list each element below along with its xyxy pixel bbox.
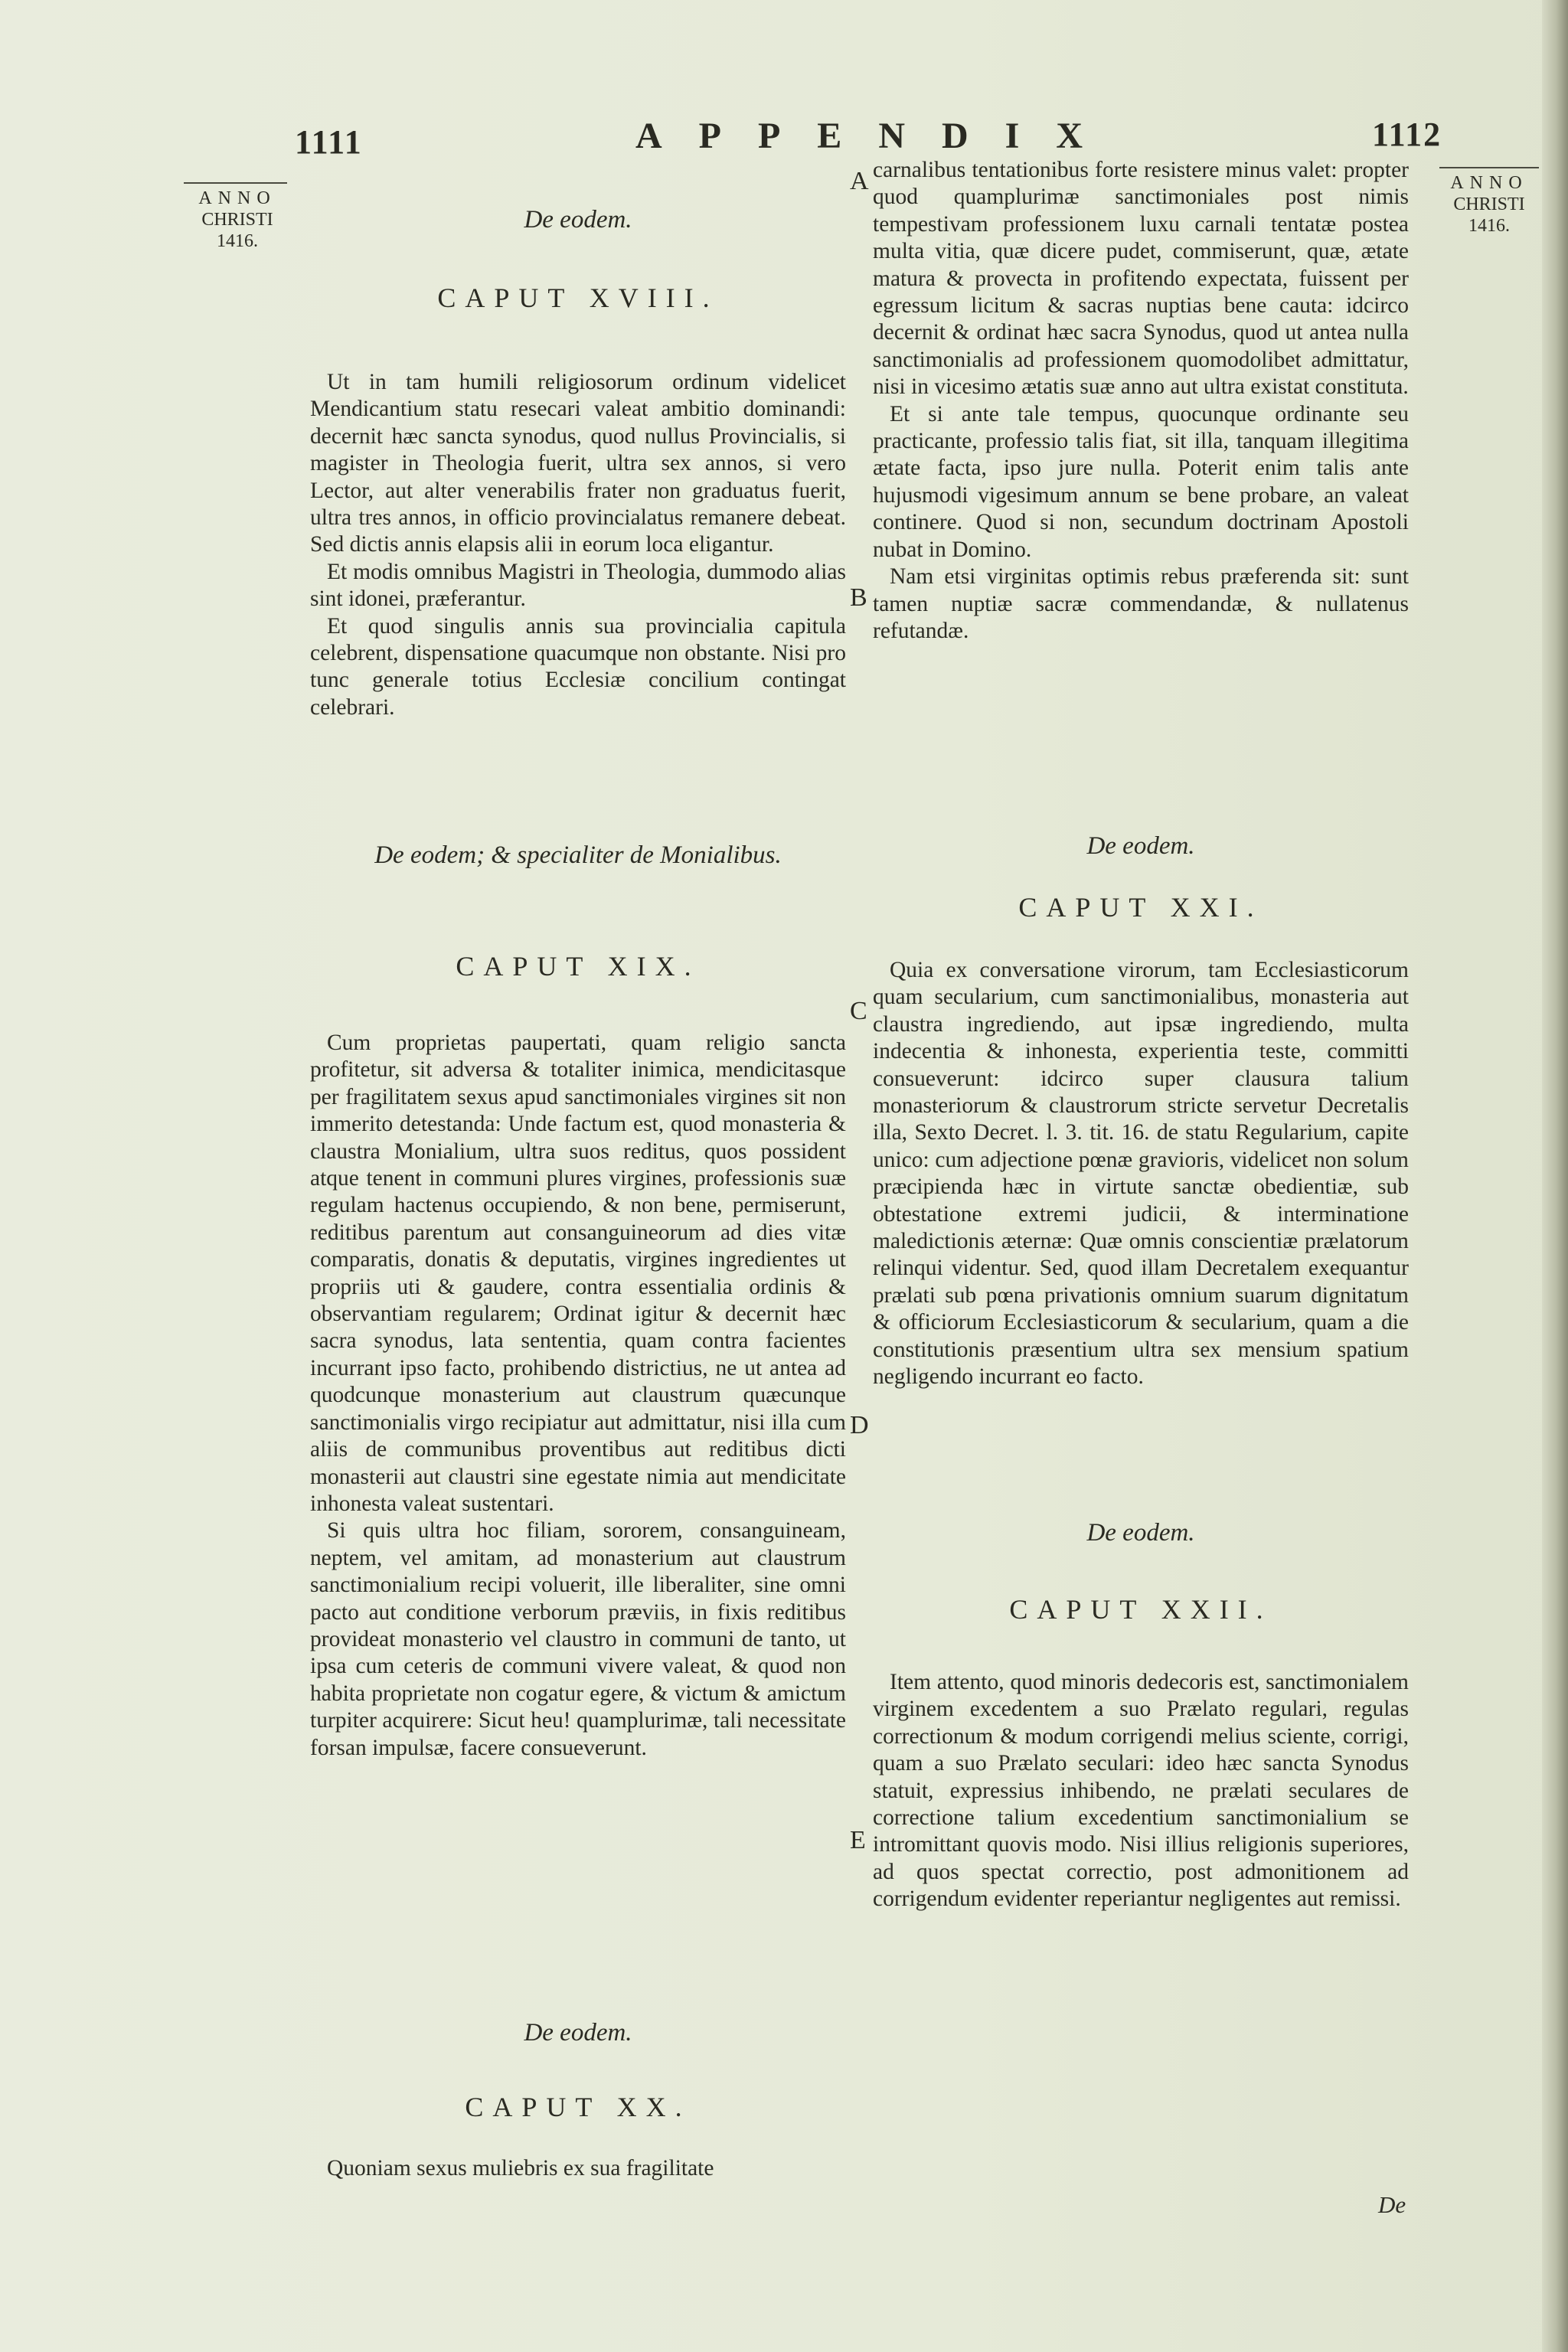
heading-de-eodem-19: [310, 842, 846, 869]
christi-label: CHRISTI: [1453, 194, 1525, 214]
section-heading: De eodem.: [524, 206, 632, 234]
chapter-title: CAPUT XXI.: [1018, 892, 1263, 923]
heading-de-eodem-22: [873, 1520, 1409, 1547]
paragraph: Et si ante tale tempus, quocunque ordinante seu practicante, professio talis fiat, sit illa, tanquam illegitima ætate facta, ipso jure nulla. Poterit enim talis ante hujusmodi vigesimum annum se bene probare, an valeat continere. Quod si non, secundum doctrinam Apostoli nubat in Domino.: [873, 401, 1409, 562]
section-heading: De eodem; & specialiter de Monialibus.: [374, 841, 782, 869]
paragraph: Nam etsi virginitas optimis rebus præferenda sit: sunt tamen nuptiæ sacræ commendandæ, & nullatenus refutandæ.: [873, 564, 1409, 643]
caput-20-text-start: [310, 2155, 846, 2182]
anno-christi-right: [1439, 172, 1539, 237]
chapter-title: CAPUT XIX.: [456, 951, 701, 982]
paragraph: Et quod singulis annis sua provincialia capitula celebrent, dispensatione quacumque non obstante. Nisi pro tunc generale totius Ecclesiæ concilium contingat celebrari.: [310, 613, 846, 720]
anno-rule-left: [184, 182, 287, 184]
running-title: APPENDIX: [635, 116, 1119, 156]
paragraph: Et modis omnibus Magistri in Theologia, dummodo alias sint idonei, præferantur.: [310, 559, 846, 612]
caput-18-title: [310, 285, 846, 312]
margin-letter-a: A: [850, 167, 869, 195]
paragraph: Quoniam sexus muliebris ex sua fragilitate: [327, 2156, 714, 2180]
heading-de-eodem-20: [310, 2020, 846, 2047]
paragraph: carnalibus tentationibus forte resistere minus valet: propter quod quamplurimæ sanctimoniales post nimis tempestivam professionem luxu carnali tentatæ postea multa vitia, quæ dicere pudet, commiserunt, quæ, ætate matura & provecta in profitendo expectata, fuissent per egressum licitum & sacras nuptias bene cauta: idcirco decernit & ordinat hæc sacra Synodus, quod ut antea nulla sanctimonialis ad professionem quomodolibet admittatur, nisi in vicesimo ætatis suæ anno aut ultra existat constituta.: [873, 158, 1409, 400]
anno-label: ANNO: [198, 188, 276, 208]
anno-year: 1416.: [217, 231, 258, 251]
caput-19-text: [310, 1030, 846, 1762]
margin-letter-e: E: [850, 1826, 866, 1854]
margin-letter-d: D: [850, 1411, 869, 1439]
caput-18-text: [310, 369, 846, 721]
paragraph: Item attento, quod minoris dedecoris est, sanctimonialem virginem excedentem a suo Prælato regulari, regulas correctionum & modum corrigendi melius sciente, corrigi, quam a suo Prælato seculari: ideo hæc sancta Synodus statuit, expressius inhibendo, ne prælati seculares de correctione talium excedentium sanctimonialium se intromittant quovis modo. Nisi illius religionis superiores, ad quos spectat correctio, post admonitionem ad corrigendum evidenter reperiantur negligentes aut remissi.: [873, 1670, 1409, 1912]
paragraph: Quia ex conversatione virorum, tam Ecclesiasticorum quam secularium, cum sanctimonialibus, monasteria aut claustra ingrediendo, aut ipsæ ingrediendo, multa indecentia & inhonesta, experientia teste, committi consueverunt: idcirco super clausura talium monasteriorum & claustrorum stricte servetur Decretalis illa, Sexto Decret. l. 3. tit. 16. de statu Regularium, capite unico: cum adjectione pœnæ gravioris, videlicet non solum præcipienda hæc in virtute sanctæ obedientiæ, sub obtestatione extremi judicii, & interminatione maledictionis æternæ: Quæ omnis conscientiæ prælatorum relinqui videntur. Sed, quod illam Decretalem exequantur prælati sub pœna privationis omnium suarum dignitatum & officiorum Ecclesiasticorum & secularium, quam a die constitutionis præsentium ultra sex mensium spatium negligendo incurrant eo facto.: [873, 958, 1409, 1390]
paragraph: Si quis ultra hoc filiam, sororem, consanguineam, neptem, vel amitam, ad monasterium aut claustrum sanctimonialium recipi voluerit, ille liberaliter, sine omni pacto aut conditione verborum præviis, in fixis reditibus provideat monasterio vel claustro in communi de tanto, ut ipsa cum ceteris de communi vivere valeat, & quod non habita proprietate non cogatur egere, & victum & amictum turpiter acquirere: Sicut heu! quamplurimæ, tali necessitate forsan impulsæ, facere consueverunt.: [310, 1518, 846, 1760]
paragraph: Cum proprietas paupertati, quam religio sancta profitetur, sit adversa & totaliter inimica, mendicitasque per fragilitatem sexus apud sanctimoniales virgines sit non immerito detestanda: Unde factum est, quod monasteria & claustra Monialium, ultra suos reditus, quos possident atque tenent in communi plures virgines, professionis suæ regulam hactenus occupiendo, & non bene, permiserunt, reditibus parentum aut consanguineorum ad dies vitæ comparatis, donatis & deputatis, virgines ingredientes ut propriis uti & gaudere, contra essentialia ordinis & observantiam regularem; Ordinat igitur & decernit hæc sacra synodus, lata sententia, quam contra facientes incurrant ipso facto, prohibendo districtius, ne ut antea ad quodcunque monasterium aut claustrum quæcunque sanctimonialis virgo recipiatur aut admittatur, nisi illa cum aliis de communibus proventibus aut reditibus dicti monasterii aut claustri sine egestate nimia aut mendicitate inhonesta valeat sustentari.: [310, 1031, 846, 1516]
chapter-title: CAPUT XXII.: [1009, 1594, 1272, 1625]
page-number-left: 1111: [295, 123, 363, 161]
anno-label: ANNO: [1450, 173, 1528, 193]
chapter-title: CAPUT XX.: [465, 2092, 691, 2122]
caput-20-text-continued: [873, 157, 1409, 645]
caput-21-text: [873, 957, 1409, 1391]
section-heading: De eodem.: [1086, 832, 1195, 860]
catchword: De: [1378, 2191, 1406, 2218]
caput-22-title: [873, 1596, 1409, 1623]
margin-letter-b: B: [850, 583, 867, 612]
binding-edge: [1542, 0, 1568, 2352]
caput-21-title: [873, 894, 1409, 921]
chapter-title: CAPUT XVIII.: [437, 283, 719, 313]
page-number-right: 1112: [1372, 116, 1442, 153]
section-heading: De eodem.: [1086, 1519, 1195, 1547]
caput-22-text: [873, 1669, 1409, 1913]
heading-de-eodem-21: [873, 833, 1409, 860]
caput-19-title: [310, 953, 846, 980]
anno-rule-right: [1439, 167, 1539, 168]
section-heading: De eodem.: [524, 2019, 632, 2047]
caput-20-title: [310, 2094, 846, 2121]
anno-year: 1416.: [1468, 216, 1510, 236]
margin-letter-c: C: [850, 997, 867, 1025]
heading-de-eodem-18: [310, 207, 846, 234]
paragraph: Ut in tam humili religiosorum ordinum videlicet Mendicantium statu resecari valeat ambitio dominandi: decernit hæc sancta synodus, quod nullus Provincialis, si magister in Theologia fuerit, ultra sex annos, si vero Lector, aut alter venerabilis frater non graduatus fuerit, ultra tres annos, in officio provincialatus remanere debeat. Sed dictis annis elapsis alii in eorum loca eligantur.: [310, 370, 846, 557]
christi-label: CHRISTI: [201, 210, 273, 230]
anno-christi-left: [184, 188, 291, 252]
